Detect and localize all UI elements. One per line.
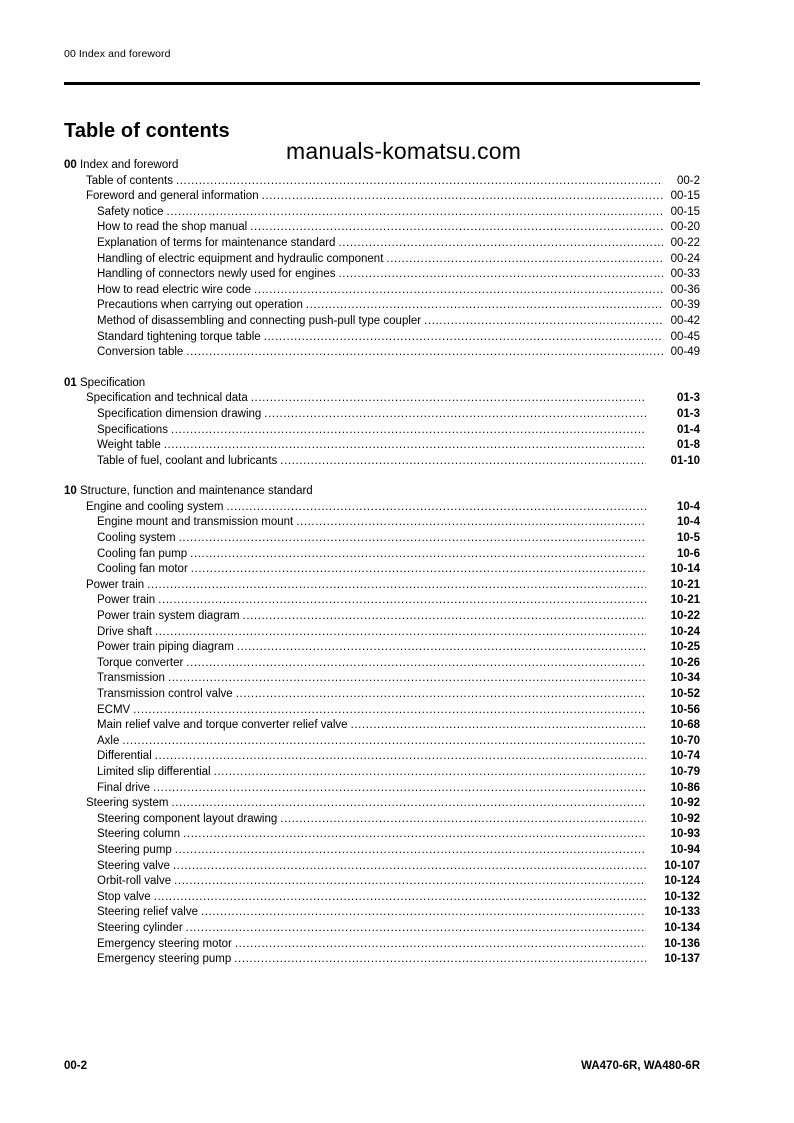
toc-group-00 (64, 158, 700, 361)
toc-entry-page-number: 00-49 (670, 346, 700, 359)
toc-entry[interactable] (64, 562, 700, 578)
toc-entry[interactable] (64, 391, 700, 407)
running-header: 00 Index and foreword (64, 48, 171, 60)
toc-entry-page-number: 10-24 (670, 625, 700, 638)
toc-leader-dots (155, 749, 646, 765)
toc-entry-page-number: 01-10 (670, 454, 700, 467)
toc-entry-page-number: 10-4 (676, 516, 700, 529)
toc-entry[interactable] (64, 298, 700, 314)
toc-entry-page-number: 10-92 (670, 797, 700, 810)
toc-entry[interactable] (64, 952, 700, 968)
toc-entry[interactable] (64, 330, 700, 346)
toc-leader-dots (264, 330, 663, 346)
toc-entry-label: How to read the shop manual (97, 221, 248, 234)
toc-entry-label: Steering column (97, 828, 181, 841)
toc-entry-label: Steering component layout drawing (97, 812, 278, 825)
toc-entry-page-number: 10-21 (670, 578, 700, 591)
toc-entry-label: Final drive (97, 781, 151, 794)
toc-entry-page-number: 10-4 (676, 500, 700, 513)
toc-entry-page-number: 00-22 (670, 236, 700, 249)
toc-entry-page-number: 00-42 (670, 314, 700, 327)
toc-entry[interactable] (64, 236, 700, 252)
toc-entry-page-number: 10-56 (670, 703, 700, 716)
toc-leader-dots (153, 781, 646, 797)
toc-entry-label: Handling of electric equipment and hydraulic component (97, 252, 384, 265)
toc-entry[interactable] (64, 547, 700, 563)
toc-entry-label: Conversion table (97, 346, 184, 359)
toc-entry[interactable] (64, 671, 700, 687)
toc-entry-label: Safety notice (97, 205, 164, 218)
toc-entry-label: Power train (97, 594, 156, 607)
toc-entry-page-number: 00-36 (670, 283, 700, 296)
toc-entry-label: Emergency steering pump (97, 953, 232, 966)
toc-leader-dots (191, 562, 646, 578)
toc-entry-label: Orbit-roll valve (97, 875, 172, 888)
toc-entry[interactable] (64, 703, 700, 719)
toc-entry[interactable] (64, 189, 700, 205)
toc-leader-dots (154, 890, 646, 906)
toc-entry-label: Power train system diagram (97, 610, 240, 623)
toc-entry-page-number: 10-70 (670, 734, 700, 747)
toc-leader-dots (234, 952, 646, 968)
footer-page-number: 00-2 (64, 1060, 88, 1072)
toc-leader-dots (190, 547, 646, 563)
toc-entry[interactable] (64, 734, 700, 750)
toc-entry-label: Specification and technical data (86, 392, 248, 405)
toc-leader-dots (237, 640, 646, 656)
toc-entry[interactable] (64, 796, 700, 812)
toc-leader-dots (306, 298, 663, 314)
toc-entry-label: Cooling fan pump (97, 547, 188, 560)
toc-leader-dots (171, 796, 646, 812)
toc-entry-page-number: 00-15 (670, 205, 700, 218)
toc-entry-page-number: 00-45 (670, 330, 700, 343)
toc-section-heading: 01 Specification (64, 376, 146, 389)
toc-leader-dots (351, 718, 646, 734)
toc-leader-dots (122, 734, 646, 750)
toc-entry-label: Steering pump (97, 843, 172, 856)
toc-section-number: 01 (64, 376, 77, 389)
toc-leader-dots (338, 267, 663, 283)
toc-entry-label: Foreword and general information (86, 190, 259, 203)
toc-entry-page-number: 10-124 (664, 875, 700, 888)
toc-leader-dots (171, 423, 646, 439)
toc-entry-label: Method of disassembling and connecting push-pull type coupler (97, 314, 422, 327)
toc-leader-dots (254, 283, 663, 299)
toc-entry[interactable] (64, 593, 700, 609)
toc-entry-label: Weight table (97, 439, 161, 452)
toc-leader-dots (243, 609, 646, 625)
toc-entry-page-number: 10-94 (670, 843, 700, 856)
toc-entry-label: Differential (97, 750, 152, 763)
toc-entry-label: Emergency steering motor (97, 937, 232, 950)
toc-leader-dots (338, 236, 663, 252)
toc-entry-page-number: 00-2 (676, 174, 700, 187)
toc-entry-label: Table of fuel, coolant and lubricants (97, 454, 278, 467)
toc-entry[interactable] (64, 827, 700, 843)
toc-entry-page-number: 10-52 (670, 688, 700, 700)
toc-entry-page-number: 10-107 (664, 859, 700, 872)
toc-entry[interactable] (64, 687, 700, 703)
toc-entry[interactable] (64, 220, 700, 236)
toc-entry-label: Steering valve (97, 859, 170, 872)
table-of-contents (64, 158, 700, 968)
toc-entry[interactable] (64, 781, 700, 797)
page-title: Table of contents (64, 120, 230, 143)
toc-entry-page-number: 00-15 (670, 190, 700, 203)
toc-entry[interactable] (64, 174, 700, 190)
toc-entry[interactable] (64, 859, 700, 875)
toc-entry-label: Specification dimension drawing (97, 407, 262, 420)
toc-leader-dots (133, 703, 646, 719)
toc-entry[interactable] (64, 283, 700, 299)
toc-leader-dots (175, 843, 646, 859)
toc-entry[interactable] (64, 937, 700, 953)
header-rule (64, 82, 700, 85)
toc-leader-dots (158, 593, 646, 609)
toc-leader-dots (236, 687, 646, 703)
toc-leader-dots (226, 500, 646, 516)
toc-entry-page-number: 01-4 (676, 423, 700, 436)
toc-leader-dots (179, 531, 646, 547)
page-footer (64, 1060, 700, 1072)
toc-entry-label: Handling of connectors newly used for engines (97, 268, 336, 281)
toc-entry[interactable] (64, 874, 700, 890)
toc-leader-dots (424, 314, 663, 330)
toc-leader-dots (173, 859, 646, 875)
toc-leader-dots (280, 812, 646, 828)
toc-entry[interactable] (64, 765, 700, 781)
toc-entry-label: Main relief valve and torque converter relief valve (97, 719, 348, 732)
toc-entry[interactable] (64, 640, 700, 656)
toc-leader-dots (186, 345, 663, 361)
toc-entry-page-number: 01-8 (676, 439, 700, 452)
toc-entry-label: Steering system (86, 797, 169, 810)
toc-entry-page-number: 10-134 (664, 921, 700, 934)
toc-entry[interactable] (64, 531, 700, 547)
toc-entry[interactable] (64, 718, 700, 734)
toc-leader-dots (250, 220, 663, 236)
toc-entry-label: Steering relief valve (97, 906, 198, 919)
toc-entry-label: Engine and cooling system (86, 500, 224, 513)
toc-leader-dots (201, 905, 646, 921)
toc-leader-dots (186, 921, 646, 937)
toc-entry-label: Cooling system (97, 532, 176, 545)
toc-entry-page-number: 10-86 (670, 781, 700, 794)
toc-entry-label: Transmission control valve (97, 688, 233, 700)
toc-entry-page-number: 01-3 (676, 392, 700, 405)
toc-entry[interactable] (64, 812, 700, 828)
toc-entry-page-number: 10-74 (670, 750, 700, 763)
toc-group-10 (64, 484, 700, 967)
toc-entry-page-number: 10-136 (664, 937, 700, 950)
toc-entry-label: Steering cylinder (97, 921, 183, 934)
toc-leader-dots (166, 205, 663, 221)
toc-entry[interactable] (64, 454, 700, 470)
toc-leader-dots (186, 656, 646, 672)
toc-entry[interactable] (64, 749, 700, 765)
toc-leader-dots (164, 438, 646, 454)
toc-group-01 (64, 376, 700, 470)
toc-leader-dots (296, 515, 646, 531)
toc-entry-label: Torque converter (97, 656, 184, 669)
toc-entry-page-number: 10-14 (670, 563, 700, 576)
toc-entry-label: Limited slip differential (97, 765, 211, 778)
toc-entry-label: Transmission (97, 672, 165, 685)
toc-entry[interactable] (64, 609, 700, 625)
toc-entry-label: Engine mount and transmission mount (97, 516, 294, 529)
toc-entry[interactable] (64, 921, 700, 937)
toc-entry[interactable] (64, 656, 700, 672)
toc-entry[interactable] (64, 252, 700, 268)
toc-entry-page-number: 00-39 (670, 299, 700, 312)
toc-leader-dots (176, 174, 663, 190)
toc-entry-label: How to read electric wire code (97, 283, 252, 296)
toc-entry[interactable] (64, 438, 700, 454)
toc-leader-dots (214, 765, 646, 781)
toc-entry-label: Explanation of terms for maintenance standard (97, 236, 336, 249)
toc-leader-dots (235, 937, 646, 953)
toc-entry[interactable] (64, 267, 700, 283)
toc-leader-dots (183, 827, 646, 843)
toc-entry-page-number: 10-79 (670, 765, 700, 778)
toc-entry-page-number: 10-25 (670, 641, 700, 654)
toc-section-number: 10 (64, 485, 77, 498)
toc-entry[interactable] (64, 205, 700, 221)
toc-entry-page-number: 10-5 (676, 532, 700, 545)
toc-entry-page-number: 10-22 (670, 610, 700, 623)
toc-entry-page-number: 00-20 (670, 221, 700, 234)
toc-entry-page-number: 10-68 (670, 719, 700, 732)
toc-section-heading: 00 Index and foreword (64, 159, 179, 171)
toc-entry-page-number: 10-21 (670, 594, 700, 607)
toc-entry-page-number: 00-33 (670, 268, 700, 281)
toc-entry-page-number: 10-34 (670, 672, 700, 685)
watermark-text: manuals-komatsu.com (286, 138, 522, 164)
toc-entry-page-number: 10-26 (670, 656, 700, 669)
toc-entry-label: Standard tightening torque table (97, 330, 261, 343)
toc-entry-label: Drive shaft (97, 625, 152, 638)
toc-section-number: 00 (64, 159, 77, 171)
toc-entry[interactable] (64, 314, 700, 330)
toc-leader-dots (386, 252, 663, 268)
toc-entry-label: ECMV (97, 703, 131, 716)
toc-entry[interactable] (64, 407, 700, 423)
toc-entry-page-number: 10-92 (670, 812, 700, 825)
toc-entry-label: Precautions when carrying out operation (97, 299, 303, 312)
toc-section-heading: 10 Structure, function and maintenance standard (64, 485, 313, 498)
toc-entry[interactable] (64, 500, 700, 516)
toc-entry[interactable] (64, 578, 700, 594)
toc-entry[interactable] (64, 515, 700, 531)
toc-entry[interactable] (64, 625, 700, 641)
toc-leader-dots (262, 189, 663, 205)
toc-entry-page-number: 10-132 (664, 890, 700, 903)
toc-leader-dots (264, 407, 646, 423)
toc-leader-dots (251, 391, 646, 407)
toc-entry-page-number: 10-6 (676, 547, 700, 560)
toc-entry-label: Cooling fan motor (97, 563, 188, 576)
toc-leader-dots (280, 454, 646, 470)
toc-entry-page-number: 10-93 (670, 828, 700, 841)
toc-leader-dots (168, 671, 646, 687)
toc-entry-label: Axle (97, 734, 120, 747)
toc-entry[interactable] (64, 890, 700, 906)
toc-entry-page-number: 10-133 (664, 906, 700, 919)
toc-entry-label: Power train (86, 578, 145, 591)
toc-leader-dots (155, 625, 646, 641)
toc-leader-dots (174, 874, 646, 890)
footer-model-names: WA470-6R, WA480-6R (581, 1060, 700, 1072)
toc-entry[interactable] (64, 843, 700, 859)
toc-entry[interactable] (64, 345, 700, 361)
toc-entry[interactable] (64, 423, 700, 439)
toc-entry-label: Specifications (97, 423, 168, 436)
toc-entry-page-number: 00-24 (670, 252, 700, 265)
toc-entry-label: Table of contents (86, 174, 173, 187)
toc-entry-label: Power train piping diagram (97, 641, 234, 654)
toc-leader-dots (147, 578, 646, 594)
toc-entry-page-number: 10-137 (664, 953, 700, 966)
toc-entry-label: Stop valve (97, 890, 151, 903)
toc-entry[interactable] (64, 905, 700, 921)
toc-entry-page-number: 01-3 (676, 407, 700, 420)
